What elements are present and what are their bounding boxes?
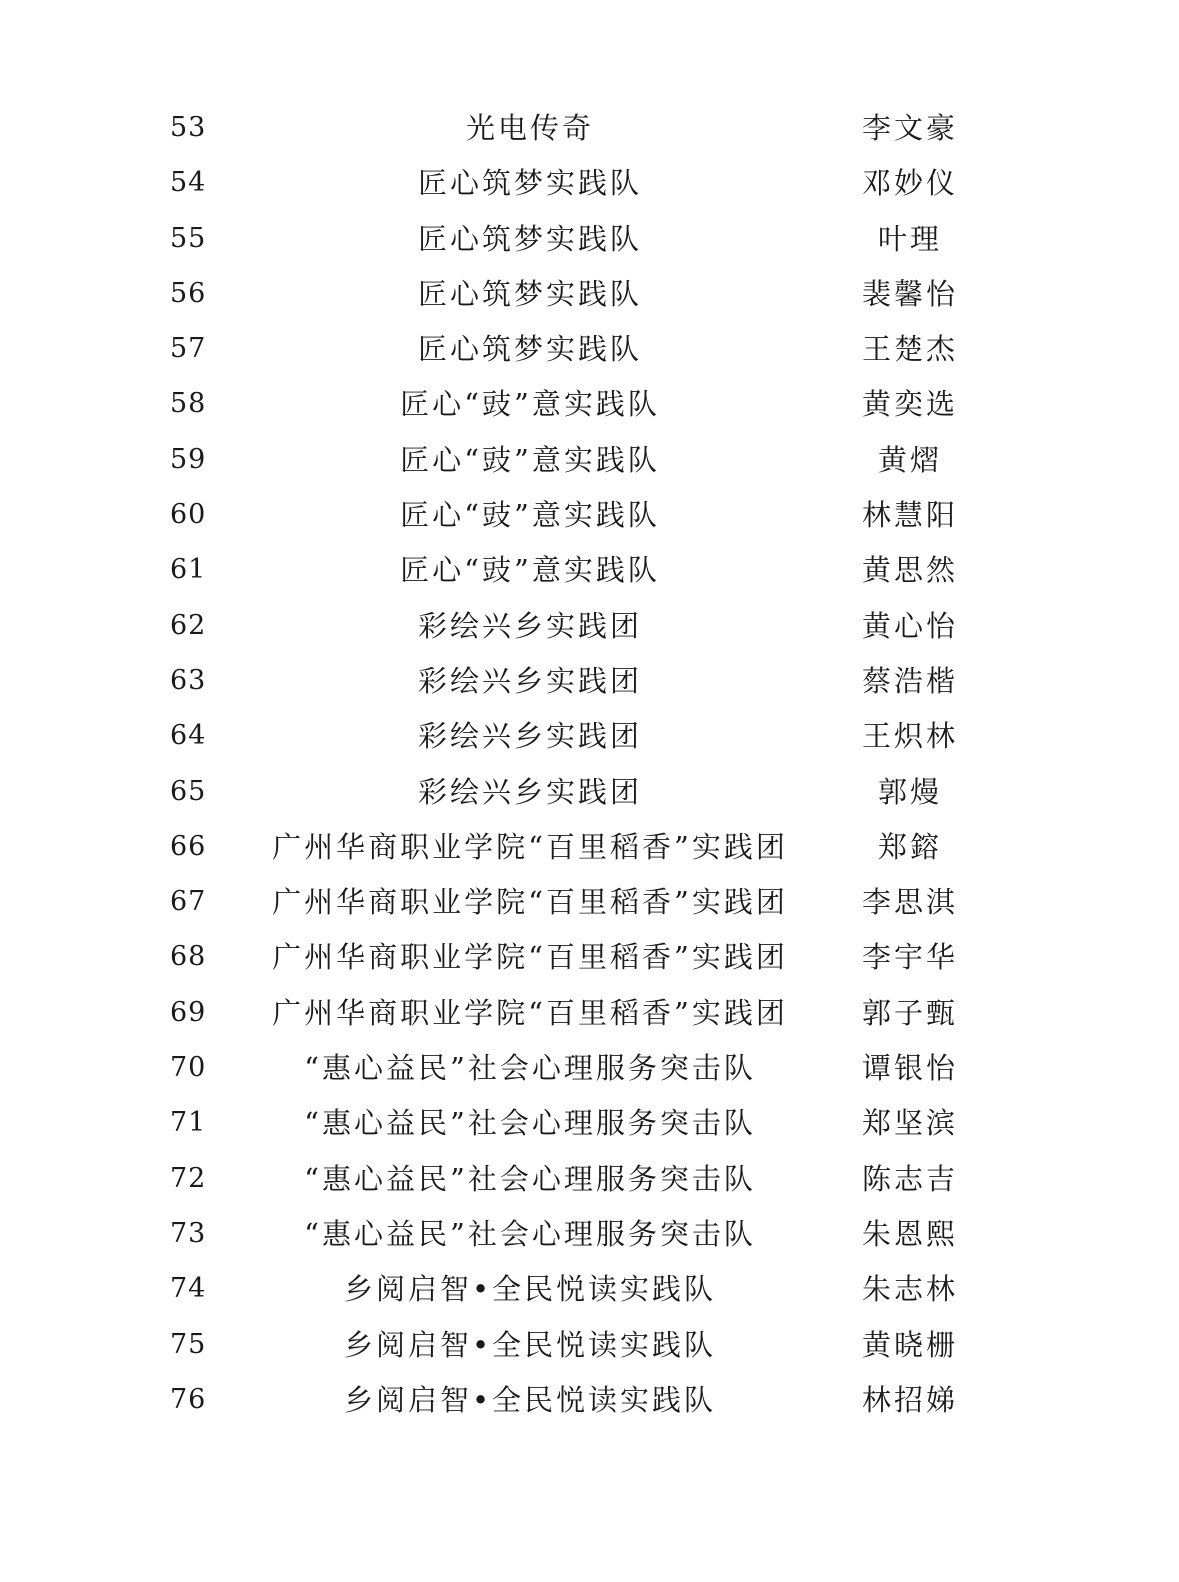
row-number: 69 [170,996,207,1028]
row-number: 65 [170,775,207,807]
team-name: 彩绘兴乡实践团 [417,774,642,809]
list-item [0,651,1179,706]
row-number: 60 [170,499,207,531]
team-name: 匠心筑梦实践队 [417,332,642,367]
row-number: 58 [170,388,207,420]
list-item [0,98,1179,153]
member-name: 黄心怡 [861,608,958,643]
member-name: 林慧阳 [861,498,958,533]
member-name: 李思淇 [861,885,958,920]
member-name: 郑鎔 [877,829,942,864]
team-name: 彩绘兴乡实践团 [417,608,642,643]
list-item [0,927,1179,982]
member-name: 黄思然 [861,553,958,588]
list-item [0,430,1179,485]
member-name: 黄奕选 [861,387,958,422]
list-item [0,817,1179,872]
row-number: 62 [170,609,207,641]
row-number: 70 [170,1052,207,1084]
list-item [0,762,1179,817]
row-number: 74 [170,1273,207,1305]
team-name: 广州华商职业学院“百里稻香”实践团 [272,940,788,975]
member-name: 陈志吉 [861,1161,958,1196]
member-name: 郭子甄 [861,995,958,1030]
row-number: 71 [170,1107,207,1139]
row-number: 76 [170,1383,207,1415]
row-number: 55 [170,222,207,254]
member-name: 黄晓栅 [861,1327,958,1362]
team-name: 光电传奇 [465,111,594,145]
team-name: 乡阅启智•全民悦读实践队 [343,1382,717,1417]
list-item [0,1149,1179,1204]
list-item [0,1259,1179,1314]
member-name: 林招娣 [861,1382,958,1417]
list-item [0,872,1179,927]
member-name: 李宇华 [861,940,958,975]
team-name: 匠心筑梦实践队 [417,276,642,311]
list-item [0,596,1179,651]
list-item [0,1093,1179,1148]
team-name: 广州华商职业学院“百里稻香”实践团 [272,995,788,1030]
list-item [0,153,1179,208]
row-number: 68 [170,941,207,973]
team-name: “惠心益民”社会心理服务突击队 [304,1216,756,1251]
list-item [0,540,1179,595]
member-name: 叶理 [877,221,942,256]
row-number: 56 [170,277,207,309]
member-name: 蔡浩楷 [861,663,958,698]
team-name: 匠心“豉”意实践队 [400,442,660,477]
list-item [0,319,1179,374]
list-item [0,1038,1179,1093]
member-name: 王楚杰 [861,332,958,367]
team-name: “惠心益民”社会心理服务突击队 [304,1106,756,1141]
member-name: 朱志林 [861,1272,958,1307]
list-item [0,209,1179,264]
member-name: 邓妙仪 [861,166,958,201]
row-number: 75 [170,1328,207,1360]
team-name: 乡阅启智•全民悦读实践队 [343,1272,717,1307]
row-number: 72 [170,1162,207,1194]
team-name: 匠心“豉”意实践队 [400,387,660,422]
row-number: 64 [170,720,207,752]
list-item [0,1370,1179,1425]
list-item [0,983,1179,1038]
member-name: 郭熳 [877,774,942,809]
member-name: 朱恩熙 [861,1216,958,1251]
member-name: 谭银怡 [861,1051,958,1086]
member-name: 王炽林 [861,719,958,754]
list-item [0,1204,1179,1259]
row-number: 63 [170,664,207,696]
member-name: 李文豪 [861,111,958,145]
member-name: 黄熠 [877,442,942,477]
team-name: 乡阅启智•全民悦读实践队 [343,1327,717,1362]
team-name: 彩绘兴乡实践团 [417,719,642,754]
member-name: 裴馨怡 [861,276,958,311]
row-number: 59 [170,443,207,475]
team-name: 广州华商职业学院“百里稻香”实践团 [272,829,788,864]
row-number: 73 [170,1217,207,1249]
row-number: 66 [170,830,207,862]
row-number: 61 [170,554,207,586]
team-name: 广州华商职业学院“百里稻香”实践团 [272,885,788,920]
list-item [0,485,1179,540]
row-number: 54 [170,167,207,199]
row-number: 57 [170,333,207,365]
roster-list [0,98,1179,1425]
list-item [0,374,1179,429]
team-name: “惠心益民”社会心理服务突击队 [304,1161,756,1196]
list-item [0,264,1179,319]
team-name: 匠心筑梦实践队 [417,221,642,256]
row-number: 67 [170,886,207,918]
team-name: 彩绘兴乡实践团 [417,663,642,698]
team-name: “惠心益民”社会心理服务突击队 [304,1051,756,1086]
team-name: 匠心筑梦实践队 [417,166,642,201]
list-item [0,706,1179,761]
row-number: 53 [170,112,207,143]
member-name: 郑坚滨 [861,1106,958,1141]
list-item [0,1315,1179,1370]
team-name: 匠心“豉”意实践队 [400,553,660,588]
team-name: 匠心“豉”意实践队 [400,498,660,533]
